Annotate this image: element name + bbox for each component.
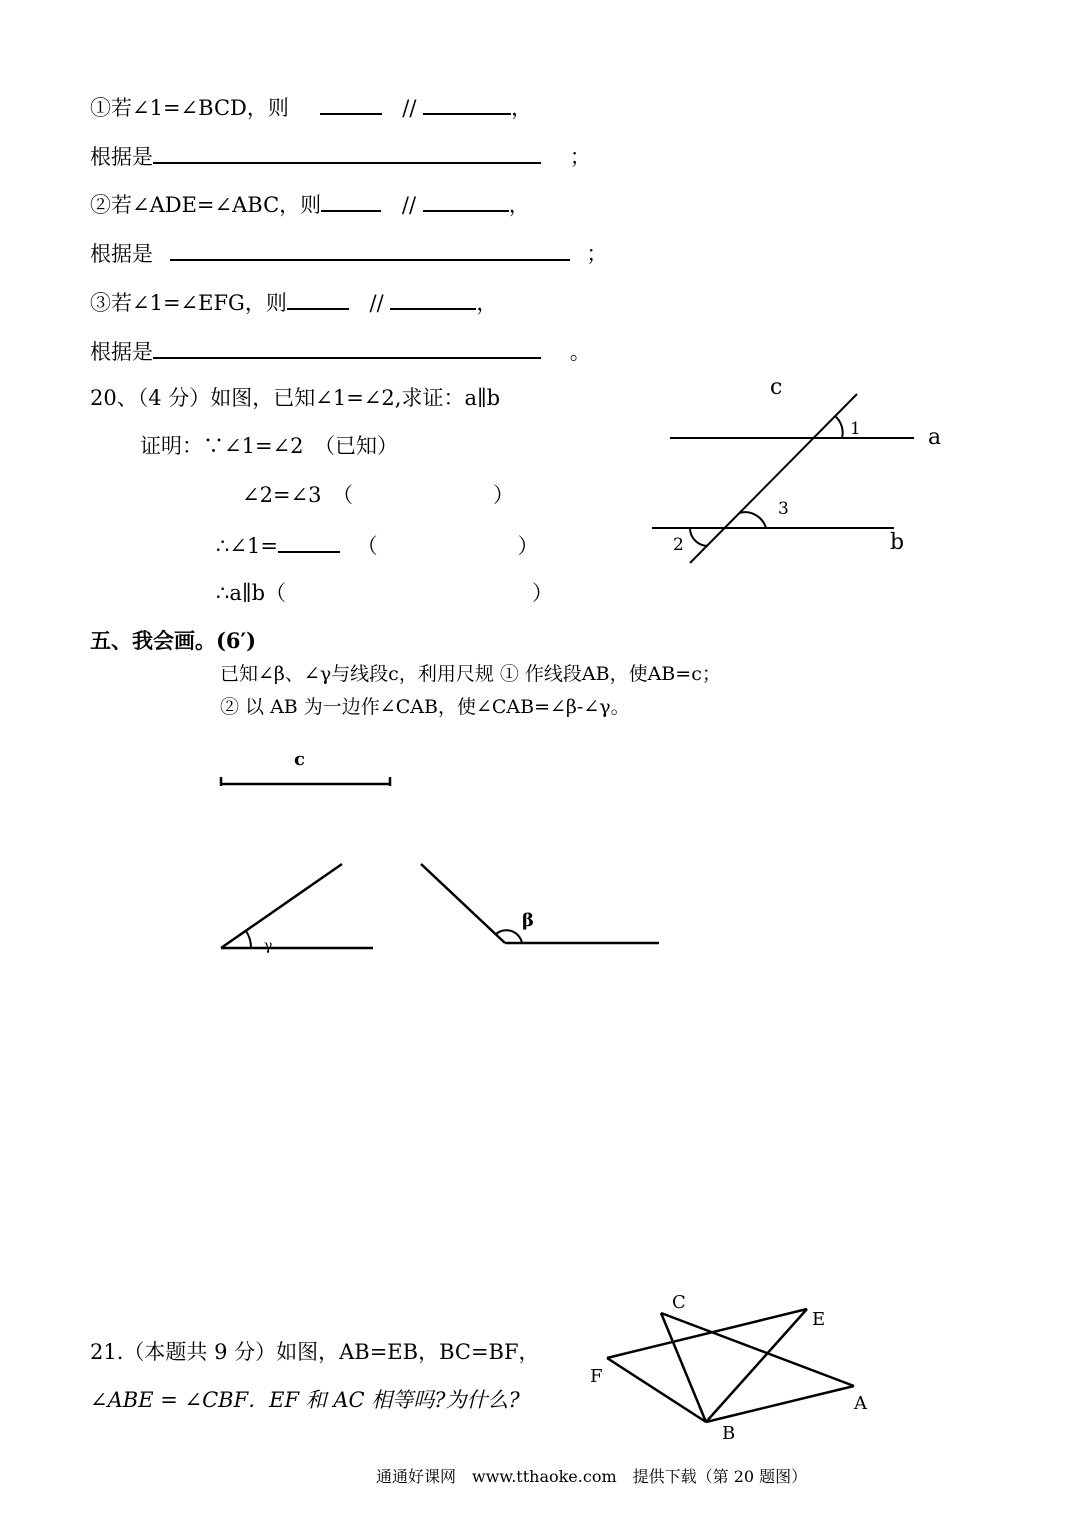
segment-FE	[607, 1309, 807, 1358]
parallel-symbol: //	[369, 291, 384, 315]
q19-line-3	[90, 188, 530, 220]
punctuation: ，	[508, 193, 530, 217]
answer-blank[interactable]	[170, 237, 570, 261]
angle-beta-label: β	[522, 910, 534, 931]
basis-label: 根据是	[90, 242, 153, 266]
punctuation: 。	[569, 340, 591, 364]
q19-line-6	[90, 335, 591, 367]
label-3: 3	[778, 499, 789, 519]
answer-blank[interactable]	[278, 529, 340, 553]
label-b: b	[890, 530, 905, 555]
q19-line-1	[90, 91, 532, 123]
segment-FB	[607, 1358, 706, 1422]
proof-label: 证明：	[140, 434, 203, 458]
proof-statement: ∠2=∠3 （	[242, 483, 354, 507]
angle-2-arc	[690, 528, 708, 546]
proof-statement: ∵∠1=∠2 （已知）	[203, 434, 399, 458]
footer-site: 通通好课网 www.tthaoke.com 提供下载	[376, 1467, 697, 1486]
q20-proof-step-4	[216, 578, 553, 608]
segment-BA	[706, 1386, 854, 1422]
q19-line-5	[90, 286, 497, 318]
q21-line-2: ∠ABE = ∠CBF．EF 和 AC 相等吗?为什么?	[90, 1388, 520, 1412]
q20-parallel-lines-figure	[640, 368, 960, 578]
angle-gamma-ray-slanted	[221, 864, 342, 948]
q19-condition-1: ①若∠1=∠BCD，则	[90, 96, 289, 120]
label-a: a	[928, 425, 942, 450]
proof-statement: ∴a∥b（	[216, 581, 287, 605]
angle-beta-ray-slanted	[421, 864, 505, 943]
q19-condition-2: ②若∠ADE=∠ABC，则	[90, 193, 322, 217]
point-F-label: F	[590, 1366, 603, 1387]
label-c: c	[770, 375, 783, 400]
point-B-label: B	[722, 1423, 736, 1444]
q20-proof-step-3	[216, 529, 539, 561]
section-5-instruction-2: ② 以 AB 为一边作∠CAB，使∠CAB=∠β-∠γ。	[220, 696, 630, 718]
answer-blank[interactable]	[423, 188, 509, 212]
q21-triangles-figure	[580, 1285, 900, 1450]
transversal-c	[690, 394, 857, 563]
q20-proof-step-2	[242, 480, 514, 510]
parallel-symbol: //	[401, 193, 417, 217]
section-5-given-figures	[200, 740, 680, 970]
q21-line-1: 21.（本题共 9 分）如图，AB=EB，BC=BF，	[90, 1340, 540, 1364]
parallel-symbol: //	[402, 96, 417, 120]
angle-gamma-arc	[246, 931, 251, 948]
point-C-label: C	[672, 1292, 686, 1313]
angle-gamma-label: γ	[264, 938, 273, 954]
punctuation: ，	[476, 291, 498, 315]
segment-c-label: c	[294, 749, 305, 770]
punctuation: （	[356, 534, 378, 558]
answer-blank[interactable]	[423, 91, 511, 115]
answer-blank[interactable]	[321, 188, 381, 212]
punctuation: ；	[569, 145, 591, 169]
answer-blank[interactable]	[390, 286, 476, 310]
answer-blank[interactable]	[153, 335, 541, 359]
q20-title: 20、（4 分）如图，已知∠1=∠2,求证：a∥b	[90, 386, 501, 410]
punctuation: ）	[532, 581, 554, 605]
basis-label: 根据是	[90, 340, 153, 364]
punctuation: ）	[493, 483, 515, 507]
proof-statement: ∴∠1=	[216, 534, 278, 558]
punctuation: ）	[517, 534, 539, 558]
punctuation: ；	[586, 242, 608, 266]
label-1: 1	[850, 419, 861, 439]
q19-condition-3: ③若∠1=∠EFG，则	[90, 291, 287, 315]
answer-blank[interactable]	[153, 140, 541, 164]
segment-CB	[661, 1313, 706, 1422]
q20-proof-step-1	[140, 431, 398, 461]
angle-3-arc	[739, 512, 766, 528]
basis-label: 根据是	[90, 145, 153, 169]
footer	[376, 1464, 807, 1487]
label-2: 2	[673, 535, 684, 555]
q19-line-2	[90, 140, 591, 172]
angle-1-arc	[835, 416, 843, 438]
answer-blank[interactable]	[287, 286, 349, 310]
answer-blank[interactable]	[320, 91, 382, 115]
point-A-label: A	[854, 1393, 867, 1414]
punctuation: ，	[511, 96, 533, 120]
section-5-instruction-1: 已知∠β、∠γ与线段c，利用尺规 ① 作线段AB，使AB=c；	[220, 663, 721, 685]
q19-line-4	[90, 237, 607, 269]
point-E-label: E	[812, 1309, 826, 1330]
figure-caption: （第 20 题图）	[696, 1467, 808, 1486]
segment-BE	[706, 1309, 807, 1422]
section-5-heading: 五、我会画。(6′)	[90, 628, 257, 653]
